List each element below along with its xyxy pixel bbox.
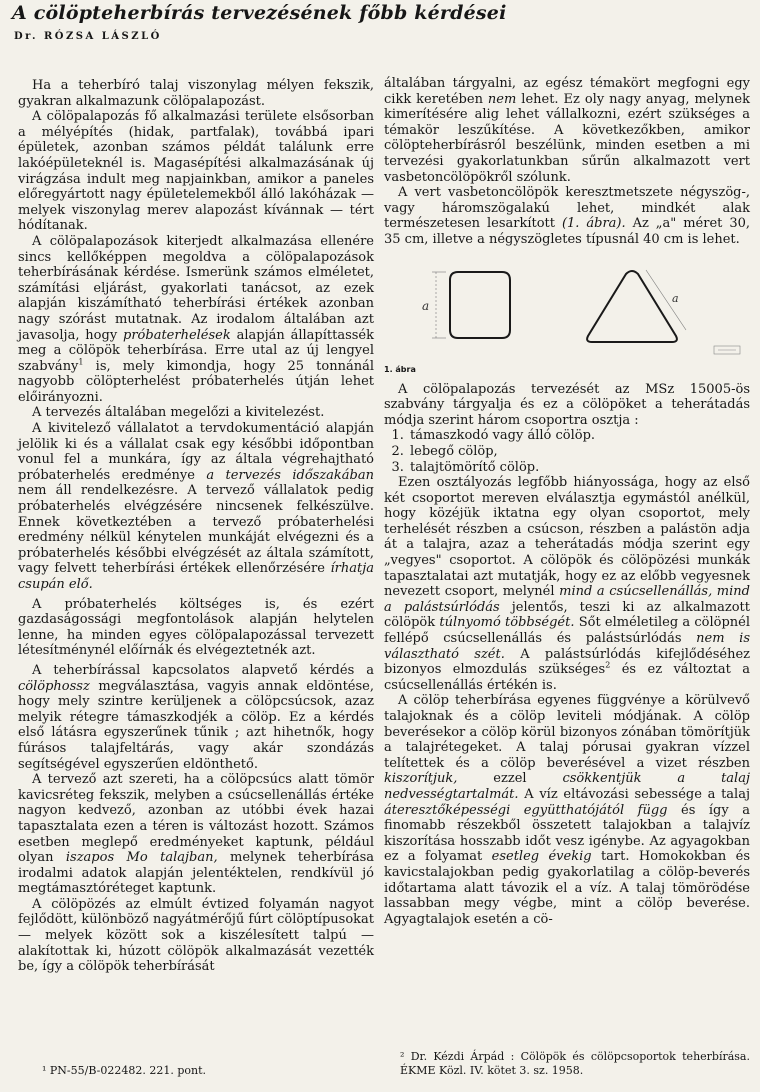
- figure-cross-sections: [384, 258, 750, 374]
- pile-type-list: [384, 428, 750, 475]
- right-column: [384, 76, 750, 927]
- figure-caption: 1. ábra: [384, 364, 416, 374]
- author-byline: Dr. RÓZSA LÁSZLÓ: [14, 31, 162, 42]
- list-item: 3. talajtömörítő cölöp.: [408, 460, 750, 476]
- paragraph: általában tárgyalni, az egész témakört megfogni egy cikk keretében nem lehet. Ez oly nagy anyag, melynek kimerítésére alig lehet vállalkozni, ezért szükséges a témakör leszűkítése. A következőkben, amikor cölöpteherbírásról beszélünk, minden esetben a mi tervezési gyakorlatunkban sűrűn alkalmazott vert vasbetoncölöpökről szólunk.: [384, 76, 750, 185]
- footnote-ref: 2: [605, 660, 611, 670]
- dimension-label-a-triangle: a: [672, 291, 679, 305]
- paragraph: A próbaterhelés költséges is, és ezért gazdaságossági megfontolások alapján helytelen lenne, ha minden egyes cölöpalapozással tervezett létesítménynél előírnák és elvégeztetnék azt.: [18, 596, 374, 659]
- list-item: 1. támaszkodó vagy álló cölöp.: [408, 428, 750, 444]
- footnote-1: ¹ PN-55/B-022482. 221. pont.: [42, 1064, 206, 1077]
- paragraph: A tervezés általában megelőzi a kivitelezést.: [32, 405, 325, 421]
- paragraph: A kivitelező vállalatot a tervdokumentáció alapján jelölik ki és a vállalat csak egy későbbi időpontban vonul fel a munkára, így az általa végrehajtható próbaterhelés eredménye a tervezés időszakában nem áll rendelkezésre. A tervező vállalatok pedig próbaterhelés elvégzésére nincsenek felkészülve. Ennek következtében a tervező próbaterhelési eredmény nélkül kénytelen munkáját elvégezni és a próbaterhelés későbbi elvégzését az általa számított, vagy felvett teherbírási értékek ellenőrzésére írhatja csupán elő.: [18, 421, 374, 592]
- paragraph: Ezen osztályozás legfőbb hiányossága, hogy az első két csoportot mereven elválasztja egymástól anélkül, hogy közéjük iktatna egy olyan csoportot, mely terhelését részben a csúcson, részben a palástön adja át a talajra, azaz a teherátadás módja szerint egy „vegyes" csoportot. A cölöpök és cölöpözési munkák tapasztalatai azt mutatják, hogy ez az előbb vegyesnek nevezett csoport, melynél mind a csúcsellenállás, mind a palástsúrlódás jelentős, teszi ki az alkalmazott cölöpök túlnyomó többségét. Sőt elméletileg a cölöpnél fellépő csúcsellenállás és palástsúrlódás nem is választható szét. A palástsúrlódás kifejlődéséhez bizonyos elmozdulás szükséges$^2$ és ez változtat a csúcsellenállás értékén is.: [384, 475, 751, 693]
- paragraph: A cölöpözés az elmúlt évtized folyamán nagyot fejlődött, különböző nagyátmérőjű fúrt cölöptípusokat — melyek között sok a kiszélesített talpú — alakítottak ki, húzott cölöpök alkalmazását vezették be, így a cölöpök teherbírását: [18, 896, 374, 975]
- pile-cross-section-diagram: [384, 258, 750, 362]
- paragraph: A cölöpalapozások kiterjedt alkalmazása ellenére sincs kellőképpen megoldva a cölöpalapozások teherbírásának kérdése. Ismerünk számos elméletet, számítási eljárást, gyakorlati tanácsot, az ezek alapján kiszámítható teherbírási értékek azonban nagy szórást mutatnak. Az irodalom általában azt javasolja, hogy próbaterhelések alapján állapíttassék meg a cölöpök teherbírása. Erre utal az új lengyel szabvány$^1$ is, mely kimondja, hogy 25 tonnánál nagyobb cölöpterhelést próbaterhelés útján lehet előirányozni.: [18, 233, 374, 405]
- square-section: [450, 272, 510, 338]
- left-column: [18, 78, 374, 975]
- paragraph: A teherbírással kapcsolatos alapvető kérdés a cölöphossz megválasztása, vagyis annak eldöntése, hogy mely szintre kerüljenek a cölöpcsúcsok, azaz melyik rétegre támaszkodjék a cölöp. Ez a kérdés első látásra egyszerűnek tűnik ; azt hihetnők, hogy fúrásos talajfeltárás, vagy akár szondázás segítségével egyszerűen eldönthető.: [18, 662, 374, 772]
- footnote-ref: 1: [78, 357, 84, 367]
- footnote-2: ² Dr. Kézdi Árpád : Cölöpök és cölöpcsoportok teherbírása. ÉKME Közl. IV. kötet 3. sz. 1958.: [400, 1050, 750, 1077]
- paragraph: A cölöpalapozás fő alkalmazási területe elsősorban a mélyépítés (hidak, partfalak), továbbá ipari épületek, azonban számos példát találunk erre lakóépületeknél is. Magasépítési alkalmazásának új virágzása indult meg napjainkban, amikor a paneles előregyártott nagy épületelemekből álló lakóházak — melyek viszonylag merev alapozást kívánnak — tért hódítanak.: [18, 109, 374, 234]
- paragraph: A cölöpalapozás tervezését az MSz 15005-ös szabvány tárgyalja és ez a cölöpöket a teherátadás módja szerint három csoportra osztja :: [384, 381, 750, 428]
- triangle-section: [587, 271, 677, 342]
- paragraph: A tervező azt szereti, ha a cölöpcsúcs alatt tömör kavicsréteg fekszik, melyben a csúcsellenállás értéke nagyon kedvező, azonban az utóbbi évek hazai tapasztalata ezen a téren is változást hozott. Számos esetben meglepő eredményeket kaptunk, például olyan iszapos Mo talajban, melynek teherbírása irodalmi adatok alapján jelentéktelen, rendkívül jó megtámasztóréteget kaptunk.: [18, 772, 374, 897]
- paragraph: A vert vasbetoncölöpök keresztmetszete négyszög-, vagy háromszögalakú lehet, mindkét alak természetesen lesarkított (1. ábra). Az „a" méret 30, 35 cm, illetve a négyszögletes típusnál 40 cm is lehet.: [384, 185, 751, 247]
- paragraph: Ha a teherbíró talaj viszonylag mélyen fekszik, gyakran alkalmazunk cölöpalapozást.: [18, 78, 374, 109]
- dimension-label-a: a: [422, 298, 430, 313]
- list-item: 2. lebegő cölöp,: [408, 444, 750, 460]
- paragraph: A cölöp teherbírása egyenes függvénye a körülvevő talajoknak és a cölöp leviteli módjának. A cölöp beverésekor a cölöp körül bizonyos zónában tömörítjük a talajrétegeket. A talaj pórusai gyakran vízzel telítettek és a cölöp beverésével a vizet részben kiszorítjuk, ezzel csökkentjük a talaj nedvességtartalmát. A víz eltávozási sebessége a talaj áteresztőképességi együtthatójától függ és így a finomabb részekből összetett talajokban a talajvíz kiszorítása hosszabb időt vesz igénybe. Az agyagokban ez a folyamat esetleg évekig tart. Homokokban és kavicstalajokban pedig gyakorlatilag a cölöp-beverés időtartama alatt távozik el a víz. A talaj tömörödése lassabban megy végbe, mint a cölöp beverése. Agyagtalajok esetén a cö-: [384, 693, 751, 927]
- article-title: A cölöpteherbírás tervezésének főbb kérdései: [12, 2, 507, 24]
